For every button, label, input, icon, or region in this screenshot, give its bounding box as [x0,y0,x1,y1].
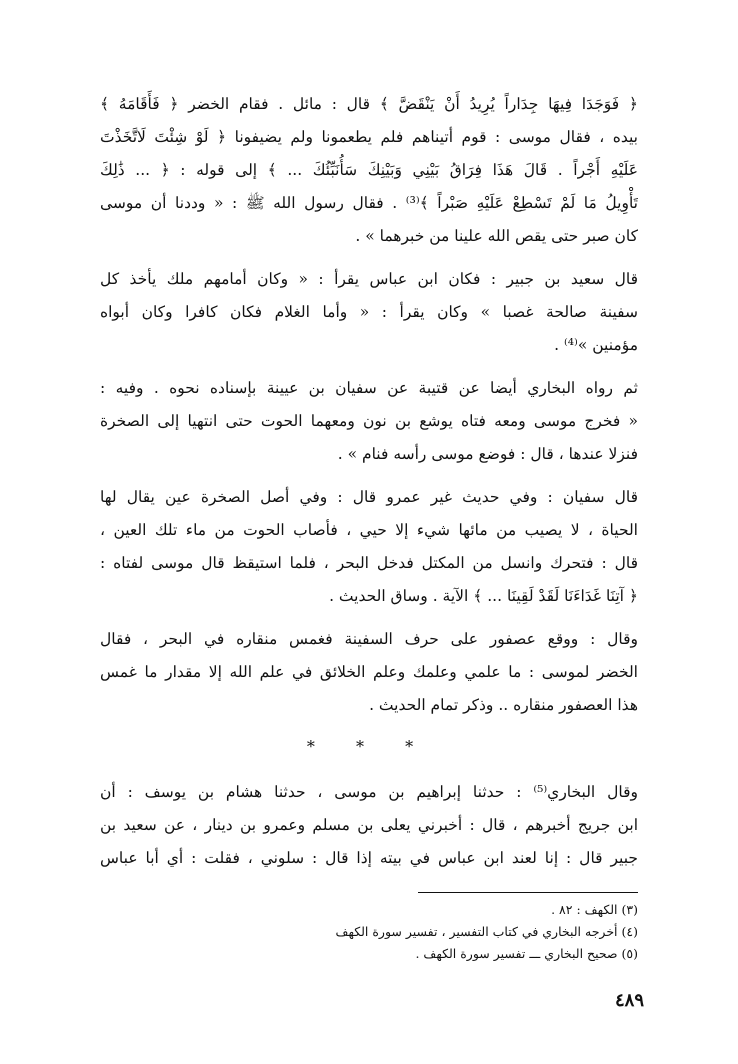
paragraph-2 [100,263,638,362]
text-line: قال : فتحرك وانسل من المكتل فدخل البحر ، فلما استيقظ قال موسى لفتاه : [100,554,638,572]
text-line: الحياة ، لا يصيب من مائها شيء إلا حيي ، فأصاب الحوت من ماء تلك العين ، [100,521,638,539]
text-line: عَلَيْهِ أَجْراً . قَالَ هَذَا فِرَاقُ بَيْنِي وَبَيْنِكَ سَأُنَبِّئُكَ ... ﴾ إلى قوله : ﴿ ... ذَٰلِكَ [100,161,638,179]
footnote-3: (٣) الكهف : ٨٢ . [551,902,638,917]
paragraph-5 [100,623,638,722]
text-line: ﴿ آتِنَا غَدَاءَنَا لَقَدْ لَقِينَا ... ﴾ الآية . وساق الحديث . [329,587,638,605]
section-separator: * * * [306,737,432,756]
text-line: ثم رواه البخاري أيضا عن قتيبة عن سفيان بن عيينة بإسناده نحوه . وفيه : [100,379,638,397]
paragraph-1 [100,88,638,253]
text-line: سفينة صالحة غصبا » وكان يقرأ : « وأما الغلام فكان كافرا وكان أبواه [100,303,638,321]
text-line: تَأْوِيلُ مَا لَمْ تَسْطِعْ عَلَيْهِ صَبْراً ﴾⁽³⁾ . فقال رسول الله ﷺ : « وددنا أن موسى [100,194,638,212]
footnote-4: (٤) أخرجه البخاري في كتاب التفسير ، تفسير سورة الكهف [335,924,638,939]
text-line: فنزلا عندها ، قال : فوضع موسى رأسه فنام » . [337,445,638,463]
paragraph-4 [100,481,638,613]
text-line: قال سفيان : وفي حديث غير عمرو قال : وفي أصل الصخرة عين يقال لها [100,488,638,506]
paragraph-3 [100,372,638,471]
paragraph-6 [100,776,638,875]
text-line: بيده ، فقال موسى : قوم أتيناهم فلم يطعمونا ولم يضيفونا ﴿ لَوْ شِئْتَ لَاتَّخَذْتَ [100,128,638,146]
text-line: الخضر لموسى : ما علمي وعلمك وعلم الخلائق في علم الله إلا مقدار ما غمس [100,663,638,681]
text-line: وقال : ووقع عصفور على حرف السفينة فغمس منقاره في البحر ، فقال [100,630,638,648]
text-line: « فخرج موسى ومعه فتاه يوشع بن نون ومعهما الحوت حتى انتهيا إلى الصخرة [100,412,638,430]
footnote-divider [418,892,638,893]
page-body [100,88,638,885]
text-line: وقال البخاري⁽⁵⁾ : حدثنا إبراهيم بن موسى ، حدثنا هشام بن يوسف : أن [100,783,638,801]
text-line: مؤمنين »⁽⁴⁾ . [554,336,638,354]
text-line: جبير قال : إنا لعند ابن عباس في بيته إذا قال : سلوني ، فقلت : أي أبا عباس [100,849,638,867]
text-line: ابن جريج أخبرهم ، قال : أخبرني يعلى بن مسلم وعمرو بن دينار ، عن سعيد بن [100,816,638,834]
text-line: كان صبر حتى يقص الله علينا من خبرهما » . [355,227,638,245]
footnotes [300,899,638,965]
page-number: ٤٨٩ [614,990,644,1011]
text-line: ﴿ فَوَجَدَا فِيهَا جِدَاراً يُرِيدُ أَنْ يَنْقَضَّ ﴾ قال : مائل . فقام الخضر ﴿ فَأَقَامَهُ ﴾ [100,95,638,113]
text-line: قال سعيد بن جبير : فكان ابن عباس يقرأ : « وكان أمامهم ملك يأخذ كل [100,270,638,288]
footnote-5: (٥) صحيح البخاري ـــ تفسير سورة الكهف . [415,946,638,961]
text-line: هذا العصفور منقاره .. وذكر تمام الحديث . [369,696,638,714]
